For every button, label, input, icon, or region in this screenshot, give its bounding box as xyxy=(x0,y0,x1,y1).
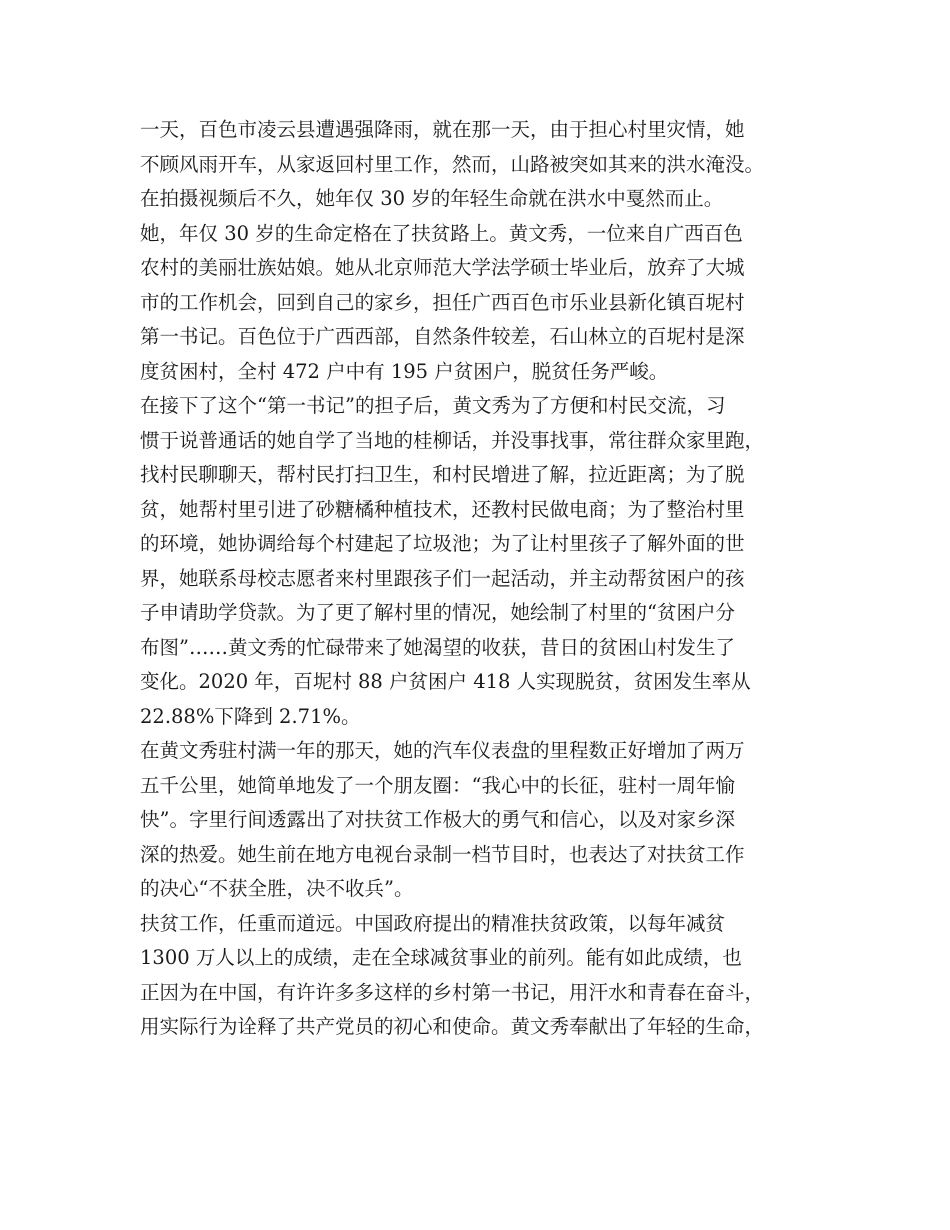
text-line: 贫，她帮村里引进了砂糖橘种植技术，还教村民做电商；为了整治村里 xyxy=(140,497,745,521)
text-line: 用实际行为诠释了共产党员的初心和使命。黄文秀奉献出了年轻的生命， xyxy=(140,1015,765,1038)
text-line: 的环境，她协调给每个村建起了垃圾池；为了让村里孩子了解外面的世 xyxy=(140,532,745,555)
text-line: 在黄文秀驻村满一年的那天，她的汽车仪表盘的里程数正好增加了两万 xyxy=(140,739,745,762)
text-line: 1300 万人以上的成绩，走在全球减贫事业的前列。能有如此成绩，也 xyxy=(140,946,742,969)
text-line: 快”。字里行间透露出了对扶贫工作极大的勇气和信心，以及对家乡深 xyxy=(140,808,735,831)
text-line: 找村民聊聊天，帮村民打扫卫生，和村民增进了解，拉近距离；为了脱 xyxy=(140,463,745,486)
text-line: 她，年仅 30 岁的生命定格在了扶贫路上。黄文秀，一位来自广西百色 xyxy=(140,221,743,245)
text-line: 市的工作机会，回到自己的家乡，担任广西百色市乐业县新化镇百坭村 xyxy=(140,290,745,314)
text-line: 惯于说普通话的她自学了当地的桂柳话，并没事找事，常往群众家里跑， xyxy=(140,428,765,452)
text-line: 正因为在中国，有许许多多这样的乡村第一书记，用汗水和青春在奋斗， xyxy=(140,980,765,1004)
text-line: 子申请助学贷款。为了更了解村里的情况，她绘制了村里的“贫困户分 xyxy=(140,601,735,624)
text-line: 度贫困村，全村 472 户中有 195 户贫困户，脱贫任务严峻。 xyxy=(140,359,669,383)
text-line: 布图”……黄文秀的忙碌带来了她渴望的收获，昔日的贫困山村发生了 xyxy=(140,635,735,659)
text-line: 深的热爱。她生前在地方电视台录制一档节目时，也表达了对扶贫工作 xyxy=(140,842,745,866)
document-body xyxy=(140,113,830,1045)
text-line: 在拍摄视频后不久，她年仅 30 岁的年轻生命就在洪水中戛然而止。 xyxy=(140,187,724,210)
text-line: 界，她联系母校志愿者来村里跟孩子们一起活动，并主动帮贫困户的孩 xyxy=(140,566,745,590)
text-line: 一天，百色市凌云县遭遇强降雨，就在那一天，由于担心村里灾情，她 xyxy=(140,118,745,141)
text-line: 农村的美丽壮族姑娘。她从北京师范大学法学硕士毕业后，放弃了大城 xyxy=(140,256,745,279)
text-line: 五千公里，她简单地发了一个朋友圈：“我心中的长征，驻村一周年愉 xyxy=(140,773,735,797)
text-line: 不顾风雨开车，从家返回村里工作，然而，山路被突如其来的洪水淹没。 xyxy=(140,152,765,176)
text-line: 扶贫工作，任重而道远。中国政府提出的精准扶贫政策，以每年减贫 xyxy=(140,911,726,935)
text-line: 变化。2020 年，百坭村 88 户贫困户 418 人实现脱贫，贫困发生率从 xyxy=(140,670,751,693)
text-line: 第一书记。百色位于广西西部，自然条件较差，石山林立的百坭村是深 xyxy=(140,325,745,348)
text-line: 的决心“不获全胜，决不收兵”。 xyxy=(140,877,414,900)
text-line: 22.88%下降到 2.71%。 xyxy=(140,704,361,728)
text-line: 在接下了这个“第一书记”的担子后，黄文秀为了方便和村民交流，习 xyxy=(140,394,726,417)
